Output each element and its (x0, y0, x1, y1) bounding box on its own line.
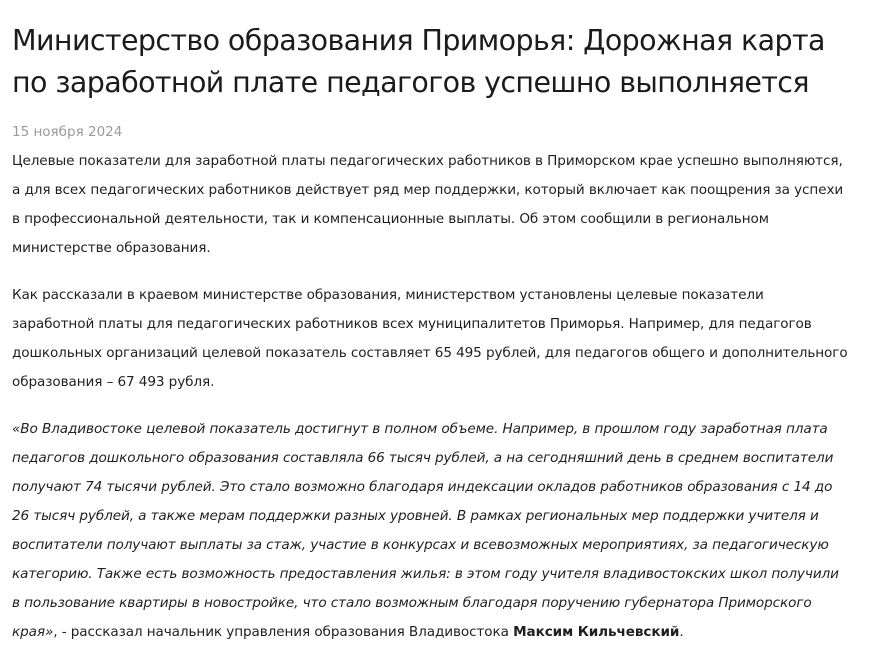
article-quote-paragraph (12, 415, 850, 647)
article-title: Министерство образования Приморья: Дорожная карта по заработной плате педагогов успешно выполняется (12, 24, 825, 99)
end-punctuation: . (679, 624, 684, 640)
article-paragraph-1: Целевые показатели для заработной платы педагогических работников в Приморском крае успешно выполняются, а для всех педагогических работников действует ряд мер поддержки, который включает как поощрения за успехи в профессиональной деятельности, так и компенсационные выплаты. Об этом сообщили в региональном министерстве образования. (12, 153, 844, 256)
article-paragraph-2: Как рассказали в краевом министерстве образования, министерством установлены целевые показатели заработной платы для педагогических работников всех муниципалитетов Приморья. Например, для педагогов дошкольных организаций целевой показатель составляет 65 495 рублей, для педагогов общего и дополнительного образования – 67 493 рубля. (12, 287, 848, 390)
quote-text: «Во Владивостоке целевой показатель достигнут в полном объеме. Например, в прошлом году заработная плата педагогов дошкольного образования составляла 66 тысяч рублей, а на сегодняшний день в среднем воспитатели получают 74 тысячи рублей. Это стало возможно благодаря индексации окладов работников образования с 14 до 26 тысяч рублей, а также мерам поддержки разных уровней. В рамках региональных мер поддержки учителя и воспитатели получают выплаты за стаж, участие в конкурсах и всевозможных мероприятиях, за педагогическую категорию. Также есть возможность предоставления жилья: в этом году учителя владивостокских школ получили в пользование квартиры в новостройке, что стало возможным благодаря поручению губернатора Приморского края» (12, 421, 839, 640)
attribution-text: , - рассказал начальник управления образования Владивостока (53, 624, 514, 640)
publication-date: 15 ноября 2024 (12, 124, 123, 140)
speaker-name: Максим Кильчевский (513, 624, 680, 640)
